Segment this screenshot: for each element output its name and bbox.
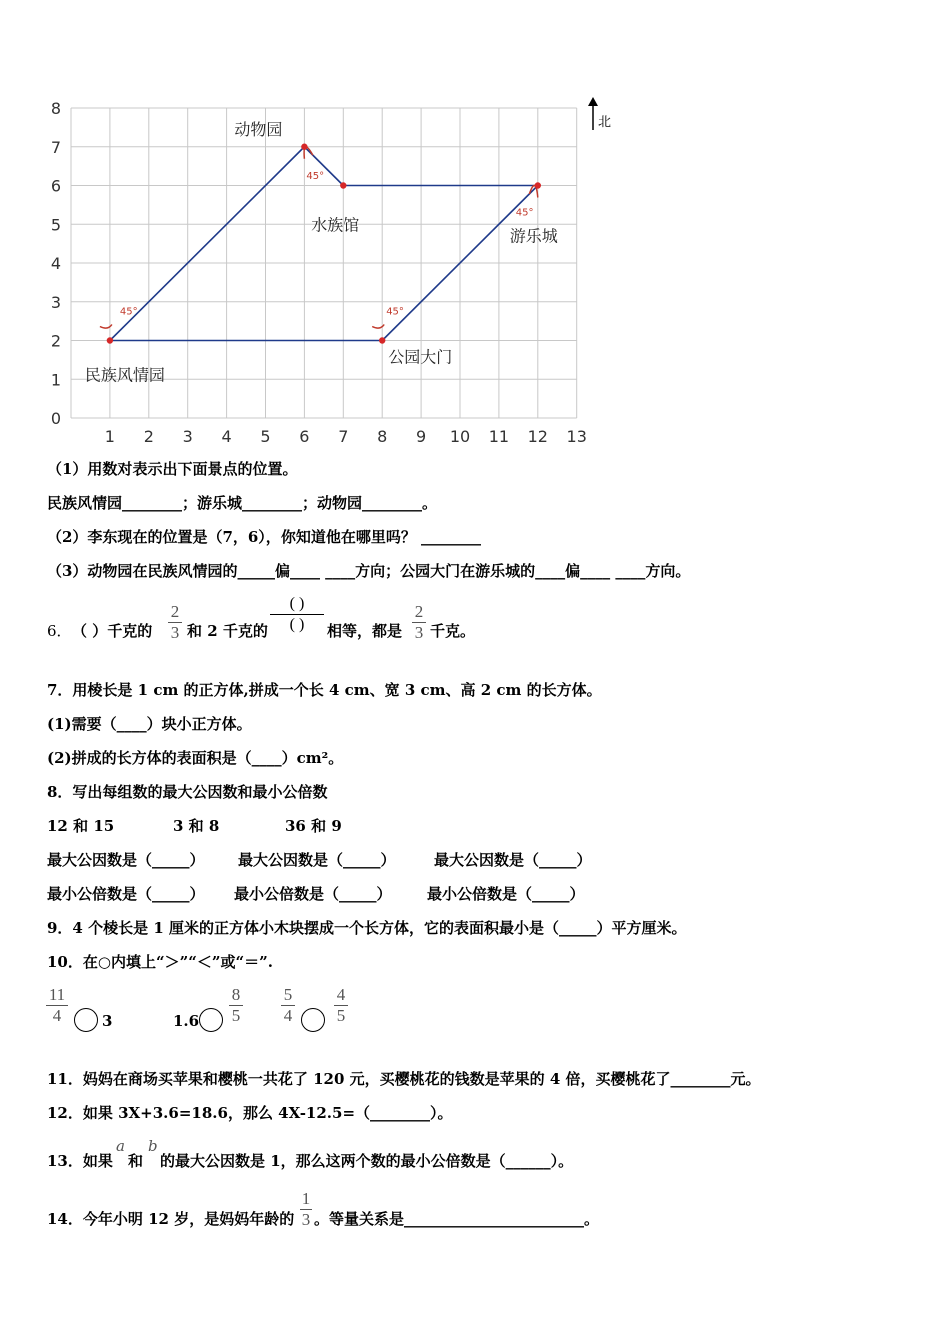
q13-text-mid: 和	[128, 1152, 144, 1170]
q6-text-c: 相等，都是	[327, 622, 403, 640]
angle-marks	[100, 147, 538, 328]
q6-fraction-2	[412, 603, 426, 642]
q7-line1: 7．用棱长是 1 cm 的正方体,拼成一个长 4 cm、宽 3 cm、高 2 cm 的长方体。	[47, 681, 602, 699]
place-label: 水族馆	[311, 215, 360, 235]
q10-title: 10．在○内填上“＞”“＜”或“＝”.	[47, 953, 273, 971]
q8-group3: 36 和 9	[285, 817, 342, 835]
q13-text-a: 13．如果	[47, 1152, 113, 1170]
q8-lcm-2: 最小公倍数是（_____）	[234, 885, 392, 903]
q10-a-compare-circle[interactable]	[74, 1008, 98, 1032]
q9-text: 9．4 个棱长是 1 厘米的正方体小木块摆成一个长方体，它的表面积最小是（_____）平方厘米。	[47, 919, 687, 937]
q8-gcd-2: 最大公因数是（_____）	[238, 851, 396, 869]
numerator: ( )	[289, 595, 305, 612]
q10-a-fraction	[46, 986, 68, 1025]
y-tick-label: 2	[50, 331, 62, 351]
place-label: 公园大门	[388, 347, 453, 367]
q8-group2: 3 和 8	[173, 817, 220, 835]
q12-text: 12．如果 3X+3.6=18.6，那么 4X-12.5=（________）。	[47, 1104, 453, 1122]
q14-text-a: 14．今年小明 12 岁，是妈妈年龄的	[47, 1210, 295, 1228]
q8-gcd-1: 最大公因数是（_____）	[47, 851, 205, 869]
x-tick-label: 12	[527, 427, 548, 446]
place-label: 民族风情园	[84, 365, 165, 385]
angle-label: 45°	[515, 207, 534, 219]
x-tick-label: 2	[143, 427, 154, 446]
q8-group1: 12 和 15	[47, 817, 115, 835]
place-point	[379, 337, 385, 343]
q8-title: 8．写出每组数的最大公因数和最小公倍数	[47, 783, 328, 801]
y-tick-label: 7	[50, 137, 62, 157]
q10-c-fraction-left	[281, 986, 295, 1025]
x-tick-label: 11	[488, 427, 510, 446]
angle-label: 45°	[306, 170, 325, 182]
numerator: 8	[231, 985, 241, 1004]
y-tick-label: 0	[50, 409, 62, 428]
q14-text-rest: 。等量关系是________________________。	[314, 1210, 600, 1228]
q6-text-b: 和 2 千克的	[187, 622, 268, 640]
x-tick-label: 5	[260, 427, 271, 446]
q5-part3: （3）动物园在民族风情园的_____偏____ ____方向；公园大门在游乐城的____偏____ ____方向。	[47, 562, 691, 580]
numerator: 4	[336, 985, 346, 1004]
denominator: 5	[231, 1006, 241, 1025]
q8-gcd-3: 最大公因数是（_____）	[434, 851, 592, 869]
x-tick-label: 3	[182, 427, 193, 446]
numerator: 2	[170, 602, 180, 621]
q10-b-left: 1.6	[173, 1012, 200, 1030]
q5-part1: （1）用数对表示出下面景点的位置。	[47, 460, 298, 478]
q8-lcm-3: 最小公倍数是（_____）	[427, 885, 585, 903]
q10-c-fraction-right	[334, 986, 348, 1025]
north-label: 北	[598, 115, 612, 130]
place-label: 游乐城	[509, 226, 558, 246]
x-axis-labels	[105, 427, 587, 446]
x-tick-label: 7	[338, 427, 349, 446]
x-tick-label: 4	[221, 427, 232, 446]
q6-text-d: 千克。	[430, 622, 476, 640]
y-tick-label: 5	[50, 215, 62, 235]
denominator: 4	[283, 1006, 293, 1025]
q10-b-fraction	[229, 986, 243, 1025]
y-tick-label: 4	[50, 254, 62, 273]
numerator: 1	[301, 1189, 311, 1208]
x-tick-label: 10	[449, 427, 471, 446]
place-point	[340, 182, 346, 188]
q6-text-a: （ ）千克的	[72, 622, 153, 640]
q13-var-b: b	[148, 1137, 158, 1155]
place-point	[301, 144, 307, 150]
q10-c-compare-circle[interactable]	[301, 1008, 325, 1032]
x-tick-label: 1	[104, 427, 115, 446]
north-arrow	[588, 97, 611, 130]
q5-part1-blanks: 民族风情园________；游乐城________；动物园________。	[47, 494, 438, 512]
q11-text: 11．妈妈在商场买苹果和樱桃一共花了 120 元，买樱桃花的钱数是苹果的 4 倍，买樱桃花了________元。	[47, 1070, 761, 1088]
denominator: ( )	[289, 616, 305, 633]
x-tick-label: 6	[299, 427, 310, 446]
x-tick-label: 9	[416, 427, 427, 446]
q6-fraction-blank	[270, 595, 324, 634]
q13-text-rest: 的最大公因数是 1，那么这两个数的最小公倍数是（______）。	[160, 1152, 574, 1170]
y-axis-labels	[51, 99, 61, 428]
q7-line3: (2)拼成的长方体的表面积是（____）cm²。	[47, 749, 344, 767]
place-label: 动物园	[234, 119, 283, 139]
numerator: 2	[414, 602, 424, 621]
q8-lcm-1: 最小公倍数是（_____）	[47, 885, 205, 903]
q6-number: 6．	[47, 622, 72, 640]
place-labels	[85, 120, 558, 385]
route-segment	[110, 147, 305, 341]
denominator: 4	[52, 1006, 62, 1025]
q7-line2: (1)需要（____）块小正方体。	[47, 715, 252, 733]
numerator: 5	[283, 985, 293, 1004]
q14-fraction	[300, 1190, 312, 1229]
angle-label: 45°	[119, 306, 138, 318]
numerator: 11	[48, 985, 66, 1004]
denominator: 5	[336, 1006, 346, 1025]
y-tick-label: 3	[50, 292, 62, 312]
place-point	[535, 182, 541, 188]
x-tick-label: 13	[566, 427, 587, 446]
q10-a-right: 3	[102, 1012, 113, 1030]
denominator: 3	[170, 623, 180, 642]
q10-b-compare-circle[interactable]	[199, 1008, 223, 1032]
y-tick-label: 6	[50, 176, 62, 196]
q13-var-a: a	[116, 1137, 125, 1155]
angle-label: 45°	[386, 306, 404, 318]
q5-part2: （2）李东现在的位置是（7，6），你知道他在哪里吗？ ________	[47, 528, 482, 546]
map-grid-chart	[0, 0, 950, 460]
denominator: 3	[301, 1210, 311, 1229]
q6-fraction-1	[168, 603, 182, 642]
y-tick-label: 1	[50, 370, 62, 390]
y-tick-label: 8	[50, 99, 62, 118]
x-tick-label: 8	[377, 427, 388, 446]
denominator: 3	[414, 623, 424, 642]
place-point	[107, 337, 113, 343]
